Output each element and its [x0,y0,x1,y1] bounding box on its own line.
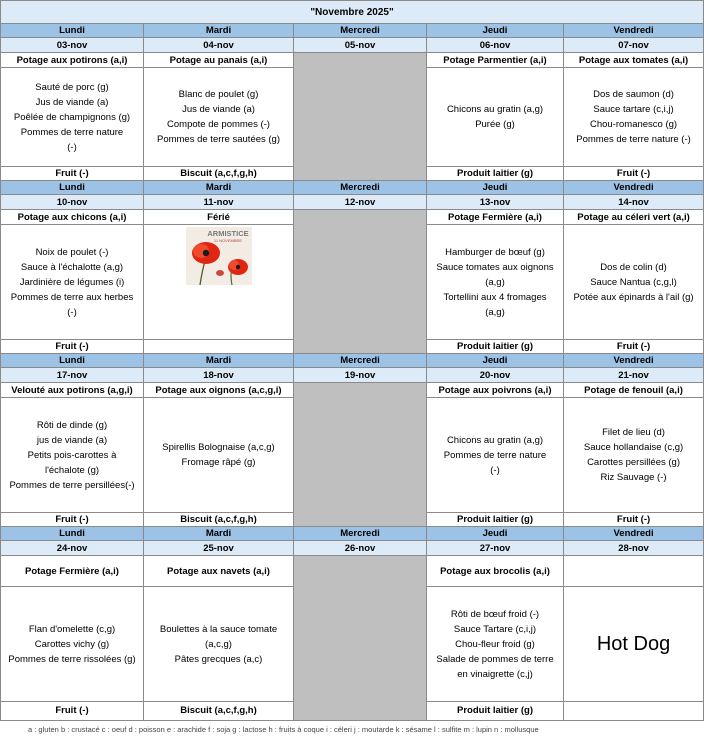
day-header-thursday: Jeudi [427,527,564,541]
dessert-thursday: Produit laitier (g) [427,167,564,181]
dish-line: Rôti de dinde (g) [36,419,108,431]
dish-line: Pommes de terre nature [443,449,547,461]
soup-thursday: Potage aux poivrons (a,i) [427,383,564,398]
dish-line: Pommes de terre nature (-) [576,134,691,145]
day-header-friday: Vendredi [564,181,704,195]
armistice-subtitle: 11 NOVEMBRE [213,238,242,243]
soup-friday: Potage de fenouil (a,i) [564,383,704,398]
menu-title: "Novembre 2025" [1,1,704,24]
soup-tuesday: Férié [144,210,294,225]
closed-wednesday [294,53,427,181]
dish-line: en vinaigrette (c,j) [457,668,533,680]
day-header-friday: Vendredi [564,24,704,38]
allergen-legend: a : gluten b : crustacé c : oeuf d : poisson e : arachide f : soja g : lactose h : fruits à coque i : céleri j : moutarde k : sésame l : sulfite m : lupin n : mollusque [28,725,539,734]
main-dish-tuesday [144,68,294,167]
soup-tuesday: Potage aux oignons (a,c,g,i) [144,383,294,398]
date-thursday: 06-nov [427,38,564,53]
main-dish-friday [564,225,704,340]
date-tuesday: 18-nov [144,368,294,383]
date-wednesday: 05-nov [294,38,427,53]
date-thursday: 20-nov [427,368,564,383]
dessert-tuesday [144,340,294,354]
dish-line: Sauté de porc (g) [35,81,109,93]
dessert-monday: Fruit (-) [1,702,144,721]
date-thursday: 13-nov [427,195,564,210]
day-header-tuesday: Mardi [144,181,294,195]
soup-thursday: Potage aux brocolis (a,i) [427,556,564,587]
dish-line: Dos de colin (d) [600,261,667,273]
day-header-monday: Lundi [1,527,144,541]
dish-line: Pommes de terre rissolées (g) [8,653,136,665]
date-friday: 14-nov [564,195,704,210]
dish-line: Pommes de terre sautées (g) [156,134,281,145]
soup-monday: Potage aux chicons (a,i) [1,210,144,225]
closed-wednesday [294,556,427,721]
date-wednesday: 12-nov [294,195,427,210]
day-header-wednesday: Mercredi [294,527,427,541]
dessert-monday: Fruit (-) [1,167,144,181]
dessert-thursday: Produit laitier (g) [427,340,564,354]
dish-line: Chou-fleur froid (g) [455,638,535,650]
main-dish-monday [1,398,144,513]
main-dish-tuesday [144,225,294,340]
dish-line: (-) [67,306,77,318]
main-dish-thursday [427,398,564,513]
day-header-friday: Vendredi [564,354,704,368]
dish-line: Jus de viande (a) [35,96,109,108]
dish-line: Sauce tartare (c,i,j) [593,104,674,115]
dish-line: Blanc de poulet (g) [178,89,259,100]
dish-line: Purée (g) [475,119,515,130]
day-header-thursday: Jeudi [427,24,564,38]
date-friday: 07-nov [564,38,704,53]
dessert-tuesday: Biscuit (a,c,f,g,h) [144,702,294,721]
dessert-friday: Fruit (-) [564,513,704,527]
soup-thursday: Potage Fermière (a,i) [427,210,564,225]
dish-line: Poêlée de champignons (g) [13,111,131,123]
dish-line: Salade de pommes de terre [436,653,554,665]
dish-line: (a,c,g) [205,638,232,650]
dish-line: Potée aux épinards à l'ail (g) [573,291,694,303]
soup-monday: Potage aux potirons (a,i) [1,53,144,68]
day-header-tuesday: Mardi [144,24,294,38]
dish-line: Hot Dog [596,632,671,655]
soup-monday: Velouté aux potirons (a,g,i) [1,383,144,398]
dish-line: Chicons au gratin (a,g) [446,104,544,115]
main-dish-tuesday [144,587,294,702]
day-header-wednesday: Mercredi [294,24,427,38]
dish-line: (-) [490,464,500,476]
dish-line: (-) [67,141,77,153]
main-dish-friday [564,68,704,167]
main-dish-thursday [427,68,564,167]
dish-line: Sauce Nantua (c,g,l) [590,276,677,288]
closed-wednesday [294,383,427,527]
dessert-friday [564,702,704,721]
dish-line: Pommes de terre nature [20,126,124,138]
dessert-thursday: Produit laitier (g) [427,513,564,527]
dish-line: Pommes de terre persillées(-) [9,479,135,491]
dish-line: Tortellini aux 4 fromages [443,291,547,303]
date-monday: 10-nov [1,195,144,210]
dish-line: Dos de saumon (d) [593,89,674,100]
day-header-wednesday: Mercredi [294,181,427,195]
dish-line: Sauce à l'échalotte (a,g) [20,261,124,273]
date-monday: 03-nov [1,38,144,53]
closed-wednesday [294,210,427,354]
date-tuesday: 25-nov [144,541,294,556]
dish-line: Boulettes à la sauce tomate [159,623,278,635]
day-header-monday: Lundi [1,24,144,38]
day-header-tuesday: Mardi [144,354,294,368]
dish-line: Hamburger de bœuf (g) [445,246,545,258]
dish-line: Riz Sauvage (-) [600,472,667,483]
date-friday: 21-nov [564,368,704,383]
dessert-friday: Fruit (-) [564,167,704,181]
date-thursday: 27-nov [427,541,564,556]
main-dish-thursday [427,225,564,340]
day-header-friday: Vendredi [564,527,704,541]
dish-line: Flan d'omelette (c,g) [28,623,116,635]
dish-line: Pâtes grecques (a,c) [174,653,263,665]
main-dish-tuesday [144,398,294,513]
main-dish-thursday [427,587,564,702]
day-header-monday: Lundi [1,181,144,195]
date-wednesday: 26-nov [294,541,427,556]
date-wednesday: 19-nov [294,368,427,383]
date-tuesday: 04-nov [144,38,294,53]
main-dish-friday [564,587,704,702]
dish-line: Pommes de terre aux herbes [10,291,134,303]
dish-line: l'échalote (g) [44,464,100,476]
dessert-tuesday: Biscuit (a,c,f,g,h) [144,167,294,181]
soup-tuesday: Potage au panais (a,i) [144,53,294,68]
dish-line: Spirellis Bolognaise (a,c,g) [162,442,275,453]
day-header-thursday: Jeudi [427,354,564,368]
dessert-tuesday: Biscuit (a,c,f,g,h) [144,513,294,527]
soup-friday: Potage au céleri vert (a,i) [564,210,704,225]
dish-line: Chicons au gratin (a,g) [446,434,544,446]
dish-line: Carottes persillées (g) [587,457,680,468]
dish-line: Fromage râpé (g) [181,457,256,468]
main-dish-monday [1,587,144,702]
dish-line: Rôti de bœuf froid (-) [450,608,540,620]
dessert-monday: Fruit (-) [1,513,144,527]
soup-thursday: Potage Parmentier (a,i) [427,53,564,68]
soup-tuesday: Potage aux navets (a,i) [144,556,294,587]
armistice-poppy-image [186,227,252,285]
day-header-tuesday: Mardi [144,527,294,541]
date-monday: 24-nov [1,541,144,556]
main-dish-friday [564,398,704,513]
dish-line: Chou-romanesco (g) [589,119,678,130]
dish-line: Sauce tomates aux oignons [436,261,554,273]
day-header-thursday: Jeudi [427,181,564,195]
dish-line: Jardinière de légumes (i) [19,276,125,288]
dish-line: jus de viande (a) [36,434,108,446]
dish-line: (a,g) [485,306,505,318]
dish-line: Carottes vichy (g) [34,638,110,650]
dessert-thursday: Produit laitier (g) [427,702,564,721]
main-dish-monday [1,225,144,340]
date-monday: 17-nov [1,368,144,383]
date-friday: 28-nov [564,541,704,556]
dish-line: Filet de lieu (d) [602,427,665,438]
dish-line: Compote de pommes (-) [167,119,270,130]
dish-line: (a,g) [485,276,505,288]
main-dish-monday [1,68,144,167]
dessert-friday: Fruit (-) [564,340,704,354]
day-header-wednesday: Mercredi [294,354,427,368]
soup-monday: Potage Fermière (a,i) [1,556,144,587]
dessert-monday: Fruit (-) [1,340,144,354]
dish-line: Noix de poulet (-) [35,246,109,258]
dish-line: Sauce hollandaise (c,g) [583,442,684,453]
day-header-monday: Lundi [1,354,144,368]
armistice-title: ARMISTICE [206,229,249,238]
dish-line: Petits pois-carottes à [27,449,117,461]
dish-line: Sauce Tartare (c,i,j) [453,623,537,635]
soup-friday: Potage aux tomates (a,i) [564,53,704,68]
dish-line: Jus de viande (a) [182,104,255,115]
date-tuesday: 11-nov [144,195,294,210]
soup-friday [564,556,704,587]
